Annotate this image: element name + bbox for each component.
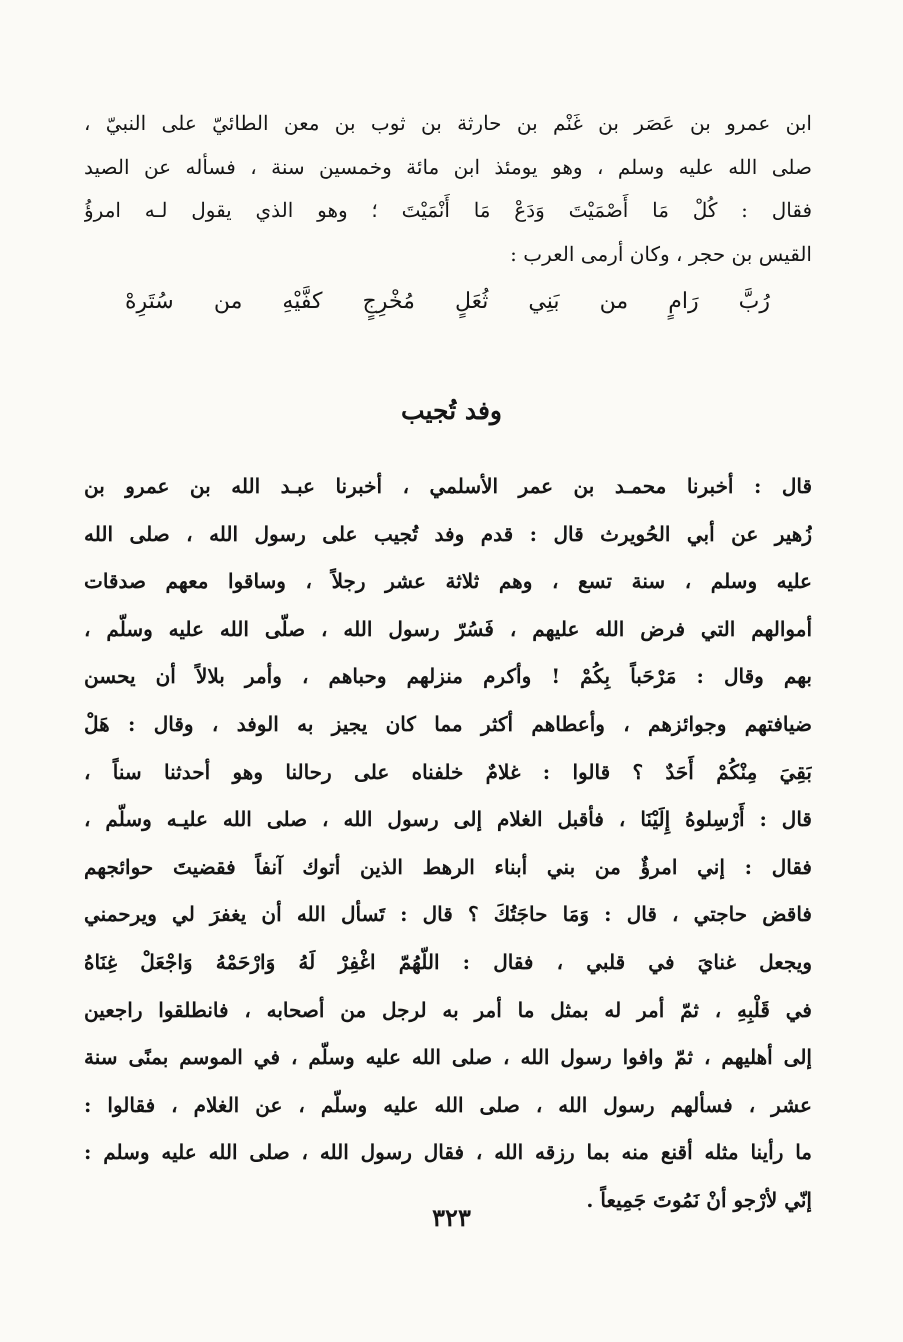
- text-line: صلى الله عليه وسلم ، وهو يومئذ ابن مائة وخمسين سنة ، فسأله عن الصيد: [84, 154, 812, 179]
- text-line: إنّي لأرْجو أنْ نَمُوتَ جَمِيعاً .: [586, 1187, 812, 1212]
- text-line: زُهير عن أبي الحُويرث قال : قدم وفد تُجيب على رسول الله ، صلى الله: [84, 521, 812, 546]
- text-line: عشر ، فسألهم رسول الله ، صلى الله عليه وسلّم ، عن الغلام ، فقالوا :: [84, 1092, 812, 1117]
- text-line: القيس بن حجر ، وكان أرمى العرب :: [510, 242, 812, 267]
- text-line: ويجعل غنايَ في قلبي ، فقال : اللّهُمّ اغْفِرْ لَهُ وَارْحَمْهُ وَاجْعَلْ غِنَاهُ: [84, 949, 812, 974]
- text-line: ما رأينا مثله أقنع منه بما رزقه الله ، فقال رسول الله ، صلى الله عليه وسلم :: [84, 1140, 812, 1165]
- text-line: فاقض حاجتي ، قال : وَمَا حاجَتُكَ ؟ قال : تَسأل الله أن يغفرَ لي ويرحمني: [84, 902, 812, 927]
- page-number: ٣٢٣: [432, 1203, 471, 1232]
- text-line: بهم وقال : مَرْحَباً بِكُمْ ! وأكرم منزلهم وحباهم ، وأمر بلالاً أن يحسن: [84, 664, 812, 689]
- text-line: ضيافتهم وجوائزهم ، وأعطاهم أكثر مما كان يجيز به الوفد ، وقال : هَلْ: [84, 711, 812, 736]
- text-line: ابن عمرو بن عَصَر بن غَنْم بن حارثة بن ثوب بن معن الطائيّ على النبيّ ،: [84, 111, 812, 135]
- continued-paragraph: [84, 102, 812, 277]
- text-line: فقال : كُلْ مَا أَصْمَيْتَ وَدَعْ مَا أَنْمَيْتَ ؛ وهو الذي يقول لـه امرؤُ: [84, 198, 812, 223]
- text-line: عليه وسلم ، سنة تسع ، وهم ثلاثة عشر رجلاً ، وساقوا معهم صدقات: [84, 569, 812, 594]
- text-line: قال : أَرْسِلوهُ إِلَيْنَا ، فأقبل الغلام إلى رسول الله ، صلى الله عليـه وسلّم ،: [84, 807, 812, 832]
- text-line: بَقِيَ مِنْكُمْ أَحَدٌ ؟ قالوا : غلامٌ خلفناه على رحالنا وهو أحدثنا سناً ،: [84, 759, 812, 784]
- text-line: في قَلْبِهِ ، ثمّ أمر له بمثل ما أمر به لرجل من أصحابه ، فانطلقوا راجعين: [84, 997, 812, 1022]
- section-heading: وفد تُجيب: [400, 396, 503, 425]
- text-line: قال : أخبرنا محمـد بن عمر الأسلمي ، أخبرنا عبـد الله بن عمرو بن: [84, 474, 812, 498]
- text-line: إلى أهليهم ، ثمّ وافوا رسول الله ، صلى الله عليه وسلّم ، في الموسم بمنًى سنة: [84, 1045, 812, 1070]
- text-line: فقال : إني امرؤٌ من بني أبناء الرهط الذين أتوك آنفاً فقضيتَ حوائجهم: [84, 854, 812, 879]
- poetry-verse: رُبَّ رَامٍ من بَنِي ثُعَلٍ مُخْرِجٍ كفَّيْهِ من سُتَرِهْ: [125, 289, 770, 314]
- body-paragraph: [84, 463, 812, 1225]
- text-line: أموالهم التي فرض الله عليهم ، فَسُرّ رسول الله ، صلّى الله عليه وسلّم ،: [84, 616, 812, 641]
